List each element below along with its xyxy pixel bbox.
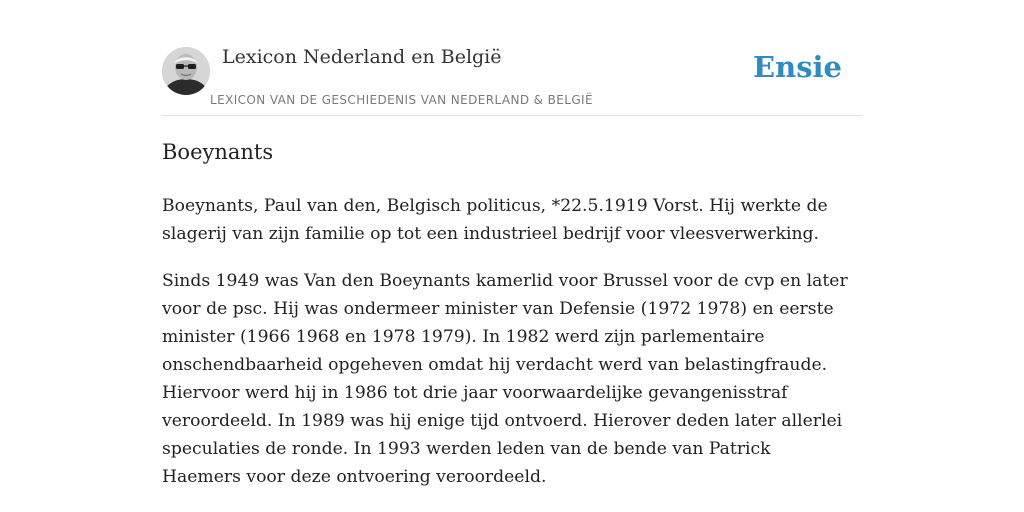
page bbox=[162, 0, 862, 487]
person-avatar-icon bbox=[162, 47, 210, 95]
lexicon-title-link[interactable]: Lexicon Nederland en België bbox=[222, 46, 502, 68]
brand-logo-link[interactable]: Ensie bbox=[753, 50, 842, 84]
lexicon-subtitle: LEXICON VAN DE GESCHIEDENIS VAN NEDERLAND & BELGIË bbox=[210, 93, 593, 107]
avatar[interactable] bbox=[162, 47, 210, 95]
header bbox=[162, 0, 862, 116]
entry-paragraph: Boeynants, Paul van den, Belgisch politicus, *22.5.1919 Vorst. Hij werkte de slagerij van zijn familie op tot een industrieel bedrijf voor vleesverwerking. bbox=[162, 196, 828, 244]
entry-title: Boeynants bbox=[162, 140, 274, 164]
entry-paragraph: Sinds 1949 was Van den Boeynants kamerlid voor Brussel voor de cvp en later voor de psc. Hij was ondermeer minister van Defensie (1972 1978) en eerste minister (1966 1968 en 1978 1979). In 1982 werd zijn parlementaire onschendbaarheid opgeheven omdat hij verdacht werd van belastingfraude. Hiervoor werd hij in 1986 tot drie jaar voorwaardelijke gevangenisstraf veroordeeld. In 1989 was hij enige tijd ontvoerd. Hierover deden later allerlei speculaties de ronde. In 1993 werden leden van de bende van Patrick Haemers voor deze ontvoering veroordeeld. bbox=[162, 271, 848, 487]
